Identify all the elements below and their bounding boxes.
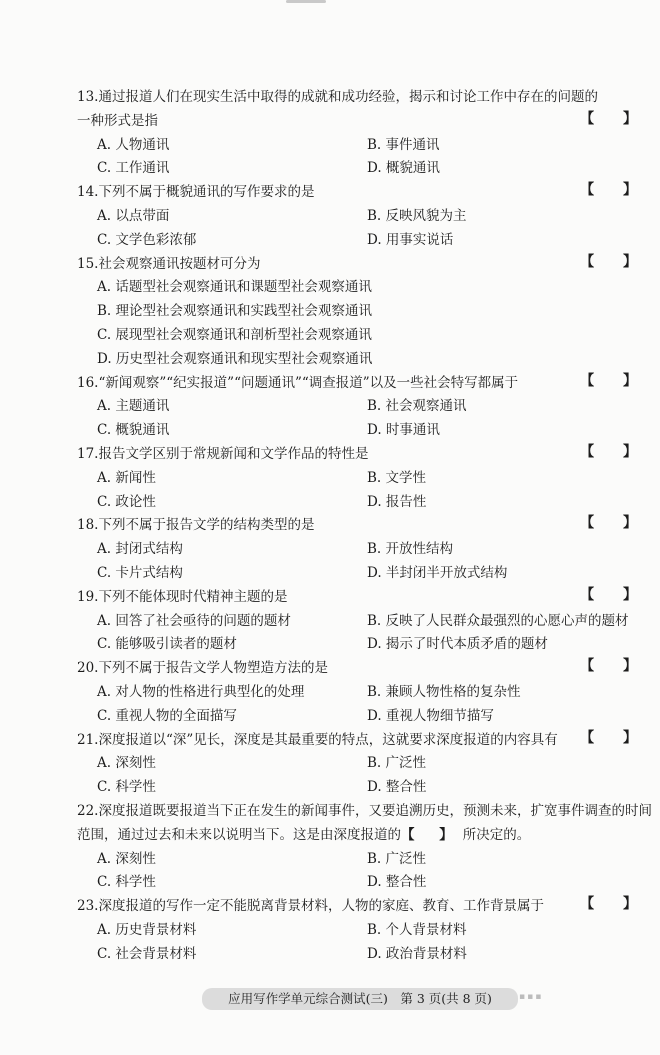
question-stem [77, 586, 652, 610]
question-stem [77, 443, 652, 467]
option-a: A. 以点带面 [97, 207, 170, 224]
answer-bracket: 【 】 [580, 729, 649, 746]
answer-bracket: 【 】 [401, 826, 463, 843]
option-a: A. 历史背景材料 [97, 921, 197, 938]
question-text: 19.下列不能体现时代精神主题的是 [77, 588, 288, 605]
option-a: A. 主题通讯 [97, 398, 170, 415]
question-stem [77, 514, 652, 538]
answer-bracket: 【 】 [580, 586, 649, 603]
option-a: A. 对人物的性格进行典型化的处理 [97, 683, 305, 700]
answer-bracket: 【 】 [580, 110, 649, 127]
option-c: C. 概貌通讯 [97, 422, 170, 439]
option-c: C. 社会背景材料 [97, 945, 197, 962]
option-b: B. 事件通讯 [367, 136, 440, 153]
question-stem [77, 800, 652, 848]
answer-bracket: 【 】 [580, 896, 649, 913]
option-d: D. 整合性 [367, 874, 427, 891]
option-c: C. 卡片式结构 [97, 564, 183, 581]
option-d: D. 时事通讯 [367, 422, 440, 439]
option-b: B. 广泛性 [367, 755, 427, 772]
option-d: D. 概貌通讯 [367, 160, 440, 177]
question-stem [77, 729, 652, 753]
question-14 [77, 181, 652, 252]
option-list [77, 919, 652, 967]
option-d: D. 报告性 [367, 493, 427, 510]
question-stem [77, 657, 652, 681]
option-a: A. 回答了社会亟待的问题的题材 [97, 612, 291, 629]
question-text: 13.通过报道人们在现实生活中取得的成就和成功经验，揭示和讨论工作中存在的问题的一种形式是指 [77, 89, 598, 129]
answer-bracket: 【 】 [580, 253, 649, 270]
question-text: 16.“新闻观察”“纪实报道”“问题通讯”“调查报道”以及一些社会特写都属于 [77, 374, 519, 391]
question-stem [77, 253, 652, 277]
question-text: 20.下列不属于报告文学人物塑造方法的是 [77, 660, 328, 677]
question-stem [77, 895, 652, 919]
page-footer: 应用写作学单元综合测试(三) 第 3 页(共 8 页) [202, 988, 518, 1010]
option-d: D. 整合性 [367, 779, 427, 796]
option-b: B. 个人背景材料 [367, 921, 467, 938]
option-b: B. 兼顾人物性格的复杂性 [367, 683, 521, 700]
option-b: B. 开放性结构 [367, 541, 454, 558]
answer-bracket: 【 】 [580, 658, 649, 675]
option-c: C. 工作通讯 [97, 160, 170, 177]
option-a: A. 新闻性 [97, 469, 156, 486]
option-b: B. 广泛性 [367, 850, 427, 867]
question-stem [77, 181, 652, 205]
option-c: C. 展现型社会观察通讯和剖析型社会观察通讯 [97, 326, 372, 343]
top-edge-mark [286, 0, 326, 3]
option-b: B. 社会观察通讯 [367, 398, 467, 415]
answer-bracket: 【 】 [580, 443, 649, 460]
question-stem [77, 372, 652, 396]
answer-bracket: 【 】 [580, 182, 649, 199]
option-list [77, 276, 652, 371]
decorative-dots: ▪▪▪ [519, 992, 544, 1002]
option-c: C. 科学性 [97, 874, 156, 891]
option-d: D. 历史型社会观察通讯和现实型社会观察通讯 [97, 350, 373, 367]
option-list [77, 467, 652, 515]
question-18 [77, 514, 652, 585]
option-list [77, 752, 652, 800]
question-22 [77, 800, 652, 895]
option-list [77, 681, 652, 729]
option-c: C. 政论性 [97, 493, 156, 510]
answer-bracket: 【 】 [580, 372, 649, 389]
question-21 [77, 729, 652, 800]
question-text: 15.社会观察通讯按题材可分为 [77, 255, 261, 272]
option-a: A. 人物通讯 [97, 136, 170, 153]
option-a: A. 封闭式结构 [97, 541, 183, 558]
question-23 [77, 895, 652, 966]
option-d: D. 揭示了时代本质矛盾的题材 [367, 636, 548, 653]
question-13 [77, 86, 652, 181]
option-c: C. 重视人物的全面描写 [97, 707, 237, 724]
option-list [77, 848, 652, 896]
option-b: B. 文学性 [367, 469, 427, 486]
option-d: D. 用事实说话 [367, 231, 454, 248]
question-list [77, 86, 652, 966]
option-b: B. 反映风貌为主 [367, 207, 467, 224]
option-c: C. 科学性 [97, 779, 156, 796]
question-stem [77, 86, 652, 134]
question-text: 18.下列不属于报告文学的结构类型的是 [77, 517, 315, 534]
option-list [77, 395, 652, 443]
question-20 [77, 657, 652, 728]
question-text: 14.下列不属于概貌通讯的写作要求的是 [77, 184, 315, 201]
question-text: 23.深度报道的写作一定不能脱离背景材料，人物的家庭、教育、工作背景属于 [77, 898, 544, 915]
question-text: 17.报告文学区别于常规新闻和文学作品的特性是 [77, 445, 369, 462]
option-b: B. 理论型社会观察通讯和实践型社会观察通讯 [97, 303, 373, 320]
answer-bracket: 【 】 [580, 515, 649, 532]
question-text-end: 所决定的。 [462, 826, 531, 843]
question-text: 22.深度报道既要报道当下正在发生的新闻事件，又要追溯历史，预测未来，扩宽事件调查的时间范围，通过过去和未来以说明当下。这是由深度报道的 [77, 802, 652, 843]
option-a: A. 深刻性 [97, 850, 156, 867]
question-15 [77, 253, 652, 372]
question-16 [77, 372, 652, 443]
question-text: 21.深度报道以“深”见长，深度是其最重要的特点，这就要求深度报道的内容具有 [77, 731, 558, 748]
option-c: C. 能够吸引读者的题材 [97, 636, 237, 653]
option-list [77, 538, 652, 586]
option-b: B. 反映了人民群众最强烈的心愿心声的题材 [367, 612, 629, 629]
option-a: A. 深刻性 [97, 755, 156, 772]
option-list [77, 205, 652, 253]
option-d: D. 重视人物细节描写 [367, 707, 494, 724]
option-a: A. 话题型社会观察通讯和课题型社会观察通讯 [97, 279, 372, 296]
option-c: C. 文学色彩浓郁 [97, 231, 197, 248]
option-list [77, 134, 652, 182]
option-d: D. 半封闭半开放式结构 [367, 564, 508, 581]
question-17 [77, 443, 652, 514]
option-list [77, 610, 652, 658]
option-d: D. 政治背景材料 [367, 945, 467, 962]
question-19 [77, 586, 652, 657]
